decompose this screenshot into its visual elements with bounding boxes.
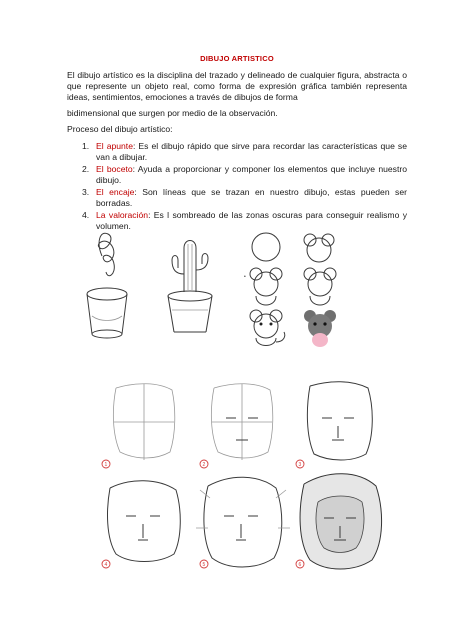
svg-text:•: • bbox=[244, 274, 246, 280]
list-item bbox=[67, 141, 407, 163]
cactus-sketch-image bbox=[160, 230, 220, 340]
step-term: El encaje bbox=[96, 187, 135, 197]
list-item bbox=[67, 187, 407, 209]
lion-step-number: 3 bbox=[298, 462, 302, 468]
step-term: El boceto bbox=[96, 164, 133, 174]
step-text: : Son líneas que se trazan en nuestro dibujo, estas pueden ser borradas. bbox=[96, 187, 407, 208]
step-text: : Es el dibujo rápido que sirve para recordar las características que se van a dibujar. bbox=[96, 141, 407, 162]
step-term: El apunte bbox=[96, 141, 133, 151]
list-number: 2. bbox=[82, 164, 90, 174]
process-heading: Proceso del dibujo artístico: bbox=[67, 124, 173, 134]
lion-step-number: 1 bbox=[104, 462, 108, 468]
lion-step-1 bbox=[113, 384, 174, 460]
list-number: 4. bbox=[82, 210, 90, 220]
intro-paragraph: El dibujo artístico es la disciplina del trazado y delineado de cualquier figura, abstracta o que represente un objeto real, como forma de expresión gráfica también representa ideas, sentimientos, emociones a través de dibujos de forma bbox=[67, 70, 407, 102]
mouse-steps-image bbox=[240, 228, 358, 353]
document-title: DIBUJO ARTISTICO bbox=[200, 54, 274, 63]
lion-step-6 bbox=[300, 474, 382, 569]
intro-continuation: bidimensional que surgen por medio de la observación. bbox=[67, 108, 278, 118]
lion-step-4 bbox=[108, 481, 181, 562]
step-text: : Es l sombreado de las zonas oscuras para conseguir realismo y volumen. bbox=[96, 210, 407, 231]
lion-step-number: 5 bbox=[202, 562, 206, 568]
lion-step-number: 4 bbox=[104, 562, 108, 568]
list-item bbox=[67, 164, 407, 186]
lion-step-number: 6 bbox=[298, 562, 302, 568]
glass-sketch-image bbox=[78, 226, 138, 341]
lion-step-number: 2 bbox=[202, 462, 206, 468]
step-text: : Ayuda a proporcionar y componer los elementos que incluye nuestro dibujo. bbox=[96, 164, 407, 185]
lion-steps-image bbox=[96, 378, 386, 583]
process-list bbox=[67, 141, 407, 233]
lion-step-2 bbox=[211, 384, 272, 460]
lion-step-5 bbox=[196, 477, 290, 567]
lion-step-3 bbox=[307, 382, 372, 460]
list-number: 3. bbox=[82, 187, 90, 197]
list-number: 1. bbox=[82, 141, 90, 151]
step-term: La valoración bbox=[96, 210, 149, 220]
